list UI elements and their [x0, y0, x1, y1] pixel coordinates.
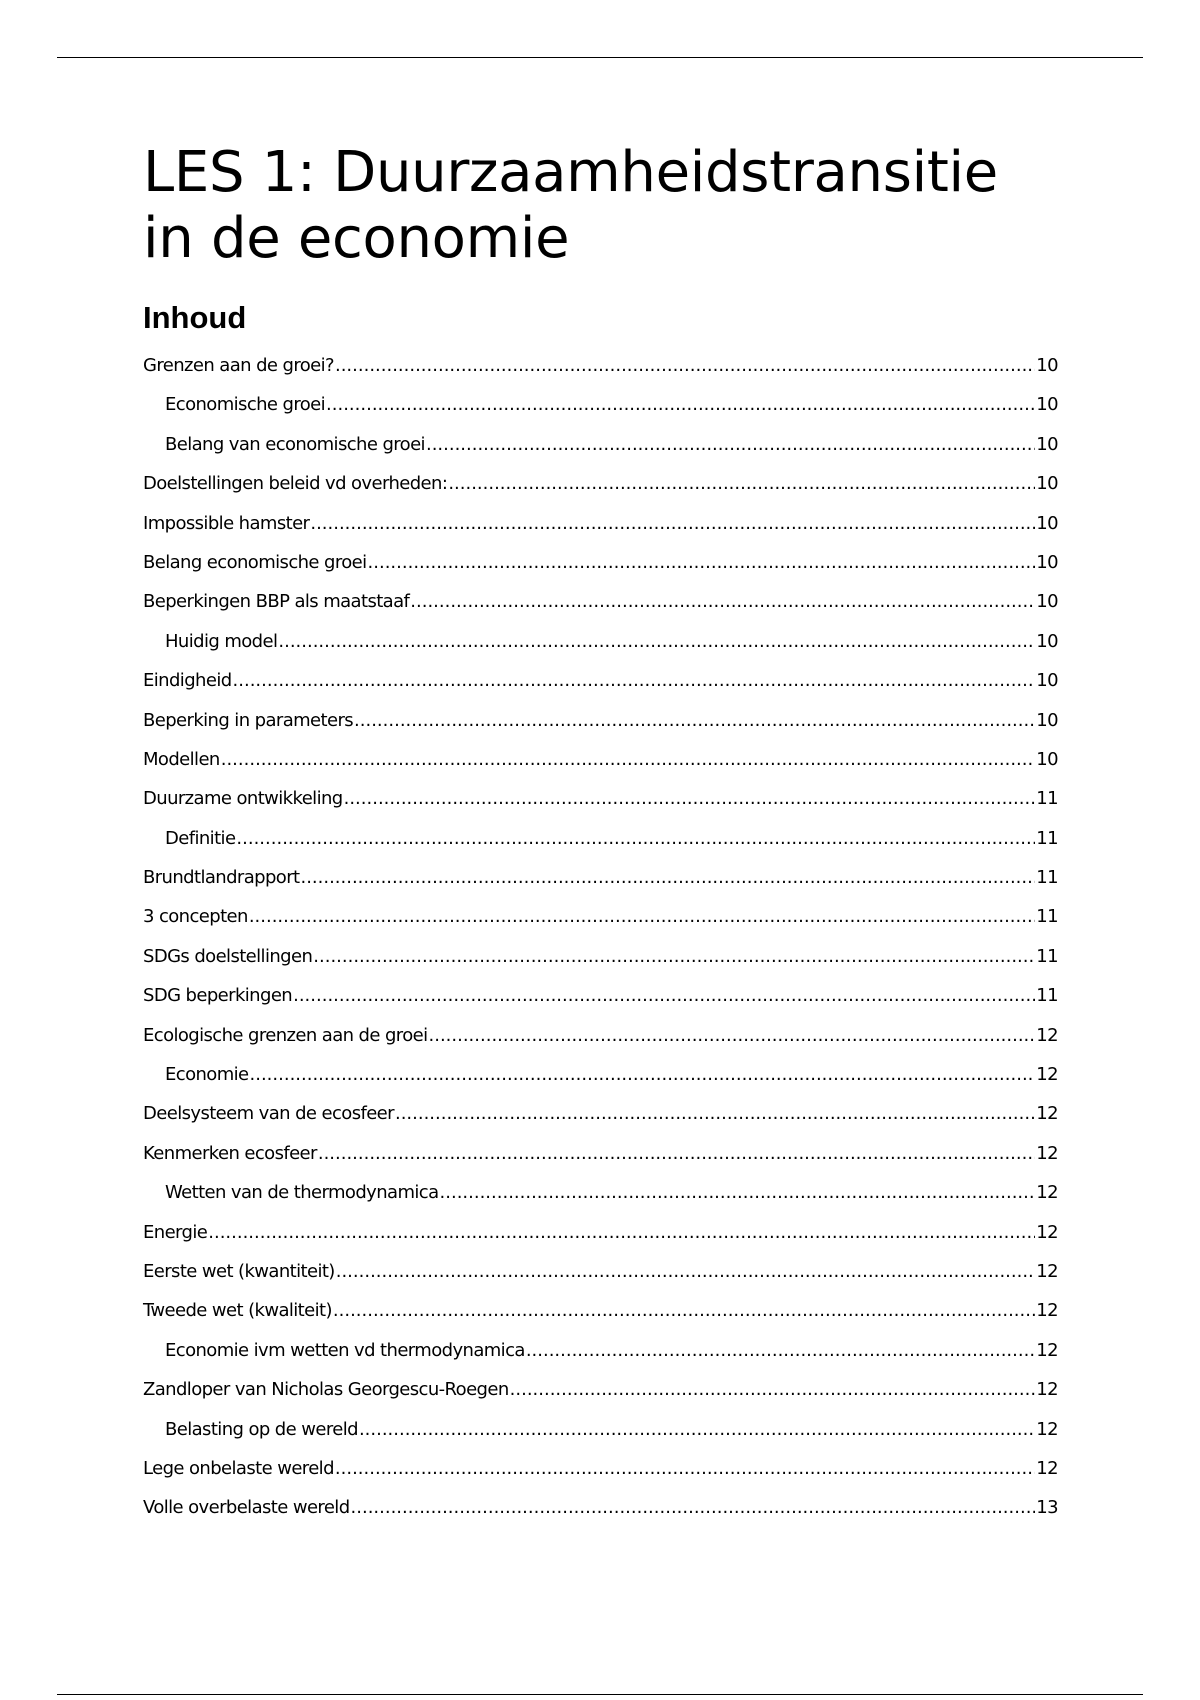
toc-entry[interactable]: [143, 346, 1058, 385]
toc-entry-label: Economie: [165, 1064, 249, 1086]
toc-entry-label: Kenmerken ecosfeer: [143, 1142, 317, 1164]
table-of-contents: [143, 346, 1058, 1528]
toc-entry-label: SDGs doelstellingen: [143, 945, 313, 967]
toc-entry-page-number: 12: [1036, 1457, 1058, 1479]
toc-dot-leader: [293, 976, 1035, 1015]
toc-entry-label: Definitie: [165, 827, 236, 849]
toc-entry-label: Belang economische groei: [143, 551, 367, 573]
toc-dot-leader: [426, 425, 1035, 464]
toc-entry[interactable]: [143, 661, 1058, 700]
toc-entry-label: Volle overbelaste wereld: [143, 1497, 350, 1519]
toc-dot-leader: [335, 1449, 1035, 1488]
toc-dot-leader: [221, 740, 1036, 779]
toc-entry-page-number: 12: [1036, 1221, 1058, 1243]
toc-entry[interactable]: [143, 1291, 1058, 1330]
toc-dot-leader: [326, 385, 1035, 424]
toc-entry-page-number: 10: [1036, 512, 1058, 534]
toc-entry[interactable]: [143, 622, 1058, 661]
toc-entry-page-number: 10: [1036, 473, 1058, 495]
toc-dot-leader: [250, 1055, 1036, 1094]
toc-entry-page-number: 12: [1036, 1260, 1058, 1282]
toc-entry[interactable]: [143, 1016, 1058, 1055]
toc-entry-page-number: 12: [1036, 1379, 1058, 1401]
toc-entry-page-number: 11: [1036, 906, 1058, 928]
toc-entry[interactable]: [143, 464, 1058, 503]
toc-dot-leader: [318, 1134, 1035, 1173]
toc-entry-page-number: 12: [1036, 1142, 1058, 1164]
toc-dot-leader: [335, 346, 1035, 385]
toc-dot-leader: [310, 504, 1035, 543]
header-rule: [57, 57, 1143, 58]
toc-dot-leader: [233, 661, 1036, 700]
toc-entry[interactable]: [143, 1173, 1058, 1212]
toc-entry-page-number: 10: [1036, 591, 1058, 613]
toc-dot-leader: [410, 582, 1035, 621]
toc-dot-leader: [368, 543, 1036, 582]
toc-entry-label: Energie: [143, 1221, 208, 1243]
toc-entry-label: Brundtlandrapport: [143, 867, 300, 889]
document-page: [143, 140, 1058, 1528]
toc-entry[interactable]: [143, 937, 1058, 976]
toc-entry-label: Tweede wet (kwaliteit): [143, 1300, 332, 1322]
toc-entry-label: Zandloper van Nicholas Georgescu-Roegen: [143, 1379, 509, 1401]
toc-entry[interactable]: [143, 1213, 1058, 1252]
toc-entry-label: Economie ivm wetten vd thermodynamica: [165, 1339, 525, 1361]
toc-entry-label: Modellen: [143, 748, 220, 770]
toc-entry-label: Eerste wet (kwantiteit): [143, 1260, 335, 1282]
toc-entry[interactable]: [143, 1055, 1058, 1094]
toc-entry[interactable]: [143, 701, 1058, 740]
toc-dot-leader: [344, 779, 1036, 818]
toc-entry[interactable]: [143, 1134, 1058, 1173]
toc-dot-leader: [351, 1488, 1036, 1527]
footer-rule: [57, 1694, 1143, 1695]
toc-dot-leader: [236, 819, 1035, 858]
toc-dot-leader: [336, 1252, 1036, 1291]
toc-entry-page-number: 10: [1036, 433, 1058, 455]
toc-entry-label: Duurzame ontwikkeling: [143, 788, 343, 810]
toc-entry-page-number: 10: [1036, 670, 1058, 692]
toc-entry-label: Wetten van de thermodynamica: [165, 1182, 439, 1204]
toc-entry-label: Impossible hamster: [143, 512, 310, 534]
toc-entry[interactable]: [143, 1252, 1058, 1291]
toc-dot-leader: [208, 1213, 1035, 1252]
toc-entry-label: Beperkingen BBP als maatstaaf: [143, 591, 410, 613]
toc-entry[interactable]: [143, 1449, 1058, 1488]
toc-entry-label: Doelstellingen beleid vd overheden:: [143, 473, 448, 495]
toc-entry-page-number: 10: [1036, 630, 1058, 652]
toc-entry[interactable]: [143, 819, 1058, 858]
toc-entry[interactable]: [143, 779, 1058, 818]
toc-entry-label: Huidig model: [165, 630, 278, 652]
toc-entry-label: Belasting op de wereld: [165, 1418, 358, 1440]
toc-entry-page-number: 12: [1036, 1418, 1058, 1440]
toc-dot-leader: [448, 464, 1035, 503]
toc-entry-page-number: 11: [1036, 985, 1058, 1007]
toc-entry[interactable]: [143, 1488, 1058, 1527]
toc-entry-page-number: 11: [1036, 788, 1058, 810]
toc-entry[interactable]: [143, 543, 1058, 582]
toc-entry-page-number: 10: [1036, 748, 1058, 770]
toc-dot-leader: [333, 1291, 1035, 1330]
toc-entry-page-number: 10: [1036, 551, 1058, 573]
toc-entry-page-number: 13: [1036, 1497, 1058, 1519]
toc-entry-page-number: 10: [1036, 709, 1058, 731]
toc-entry[interactable]: [143, 385, 1058, 424]
toc-entry-label: Ecologische grenzen aan de groei: [143, 1024, 428, 1046]
toc-entry-label: Belang van economische groei: [165, 433, 425, 455]
toc-dot-leader: [440, 1173, 1036, 1212]
toc-entry[interactable]: [143, 1094, 1058, 1133]
toc-entry-label: Lege onbelaste wereld: [143, 1457, 334, 1479]
toc-entry-label: Grenzen aan de groei?: [143, 355, 334, 376]
toc-dot-leader: [300, 858, 1035, 897]
toc-dot-leader: [526, 1331, 1035, 1370]
toc-entry-label: 3 concepten: [143, 906, 248, 928]
toc-entry-page-number: 12: [1036, 1024, 1058, 1046]
toc-entry[interactable]: [143, 976, 1058, 1015]
toc-entry-page-number: 12: [1036, 1064, 1058, 1086]
toc-entry-label: Beperking in parameters: [143, 709, 354, 731]
toc-dot-leader: [429, 1016, 1036, 1055]
toc-entry[interactable]: [143, 1410, 1058, 1449]
toc-entry[interactable]: [143, 582, 1058, 621]
toc-heading: Inhoud: [143, 300, 247, 335]
toc-entry[interactable]: [143, 897, 1058, 936]
toc-dot-leader: [278, 622, 1035, 661]
toc-dot-leader: [249, 897, 1035, 936]
toc-entry-page-number: 10: [1036, 355, 1058, 376]
toc-dot-leader: [395, 1094, 1035, 1133]
toc-entry-label: Eindigheid: [143, 670, 232, 692]
toc-entry-page-number: 11: [1036, 827, 1058, 849]
toc-entry-label: Deelsysteem van de ecosfeer: [143, 1103, 394, 1125]
toc-entry-page-number: 12: [1036, 1103, 1058, 1125]
toc-entry[interactable]: [143, 858, 1058, 897]
toc-dot-leader: [354, 701, 1035, 740]
toc-entry-page-number: 11: [1036, 945, 1058, 967]
toc-entry-page-number: 12: [1036, 1182, 1058, 1204]
toc-entry-label: Economische groei: [165, 394, 326, 416]
toc-entry[interactable]: [143, 504, 1058, 543]
toc-entry-label: SDG beperkingen: [143, 985, 293, 1007]
toc-dot-leader: [510, 1370, 1036, 1409]
toc-entry[interactable]: [143, 1370, 1058, 1409]
toc-entry[interactable]: [143, 425, 1058, 464]
document-title: LES 1: Duurzaamheidstransitie in de economie: [143, 140, 998, 271]
toc-entry-page-number: 11: [1036, 867, 1058, 889]
toc-entry-page-number: 12: [1036, 1339, 1058, 1361]
toc-dot-leader: [359, 1410, 1035, 1449]
toc-dot-leader: [313, 937, 1035, 976]
toc-entry[interactable]: [143, 740, 1058, 779]
toc-entry-page-number: 10: [1036, 394, 1058, 416]
toc-entry[interactable]: [143, 1331, 1058, 1370]
toc-entry-page-number: 12: [1036, 1300, 1058, 1322]
